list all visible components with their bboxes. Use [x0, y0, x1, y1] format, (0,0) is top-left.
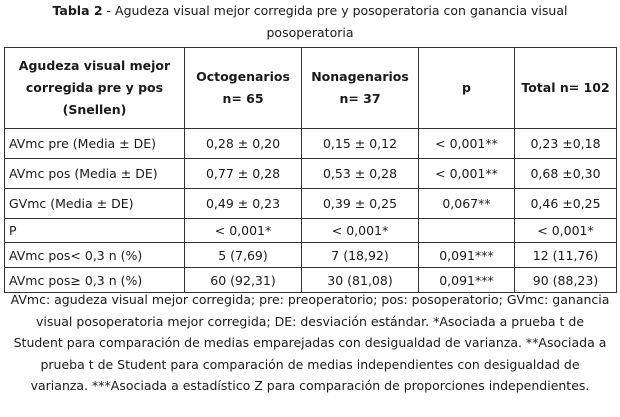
results-table — [4, 47, 617, 293]
table-footnote: AVmc: agudeza visual mejor corregida; pre: preoperatorio; pos: posoperatorio; GVmc: ganancia visual posoperatoria mejor corregida; DE: desviación estándar. *Asociada a prueba t de Student para comparación de medias emparejadas con desigualdad de varianza. **Asociada a prueba t de Student para comparación de medias independientes con desigualdad de varianza. ***Asociada a estadístico Z para comparación de proporciones independientes. — [10, 292, 610, 393]
table-cell: 0,091*** — [419, 268, 515, 293]
table-cell: 0,53 ± 0,28 — [302, 159, 419, 189]
table-cell: 0,39 ± 0,25 — [302, 189, 419, 219]
table-cell: 12 (11,76) — [515, 243, 617, 268]
table-cell: 5 (7,69) — [185, 243, 302, 268]
table-cell: < 0,001* — [185, 219, 302, 243]
table-cell: 0,23 ±0,18 — [515, 129, 617, 159]
table-cell: < 0,001* — [302, 219, 419, 243]
header-nonagenarios: Nonagenarios n= 37 — [302, 48, 419, 129]
row-label: AVmc pos≥ 0,3 n (%) — [5, 268, 185, 293]
table-cell: 0,091*** — [419, 243, 515, 268]
table-cell: 0,68 ±0,30 — [515, 159, 617, 189]
table-cell: 0,15 ± 0,12 — [302, 129, 419, 159]
table-cell — [419, 219, 515, 243]
caption-text: - Agudeza visual mejor corregida pre y posoperatoria con ganancia visual posoperatoria — [102, 3, 568, 40]
row-label: AVmc pos< 0,3 n (%) — [5, 243, 185, 268]
table-cell: 7 (18,92) — [302, 243, 419, 268]
table-row — [5, 129, 617, 159]
header-agudeza: Agudeza visual mejor corregida pre y pos (Snellen) — [5, 48, 185, 129]
table-cell: < 0,001* — [515, 219, 617, 243]
row-label: P — [5, 219, 185, 243]
row-label: AVmc pre (Media ± DE) — [5, 129, 185, 159]
header-p: p — [419, 48, 515, 129]
table-row — [5, 243, 617, 268]
row-label: AVmc pos (Media ± DE) — [5, 159, 185, 189]
table-cell: 30 (81,08) — [302, 268, 419, 293]
header-octogenarios: Octogenarios n= 65 — [185, 48, 302, 129]
table-cell: 60 (92,31) — [185, 268, 302, 293]
table-cell: 0,28 ± 0,20 — [185, 129, 302, 159]
table-cell: 0,46 ±0,25 — [515, 189, 617, 219]
table-cell: < 0,001** — [419, 129, 515, 159]
table-cell: 0,067** — [419, 189, 515, 219]
header-total: Total n= 102 — [515, 48, 617, 129]
caption-label: Tabla 2 — [52, 3, 103, 18]
table-row — [5, 159, 617, 189]
table-cell: 90 (88,23) — [515, 268, 617, 293]
table-cell: < 0,001** — [419, 159, 515, 189]
table-caption — [14, 0, 606, 44]
table-cell: 0,77 ± 0,28 — [185, 159, 302, 189]
table-header-row — [5, 48, 617, 129]
row-label: GVmc (Media ± DE) — [5, 189, 185, 219]
table-row — [5, 189, 617, 219]
table-row — [5, 219, 617, 243]
table-cell: 0,49 ± 0,23 — [185, 189, 302, 219]
